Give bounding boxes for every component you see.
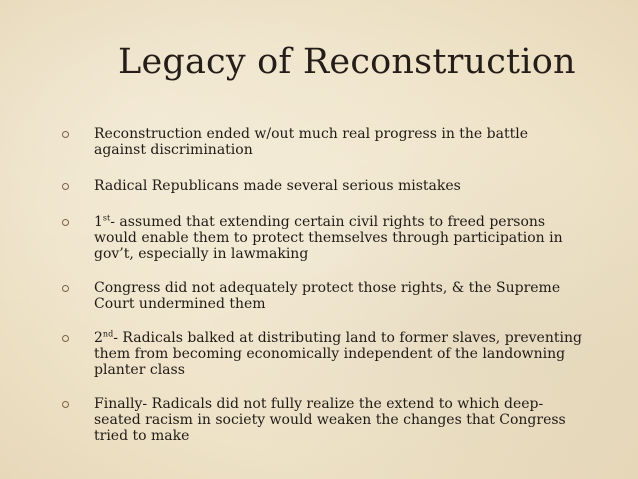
bullet-superscript-2: nd bbox=[102, 329, 114, 339]
bullet-item-4 bbox=[62, 280, 582, 312]
bullet-item-2 bbox=[62, 178, 582, 194]
bullet-circle-icon bbox=[62, 183, 69, 190]
bullet-list bbox=[62, 126, 582, 444]
bullet-circle-icon bbox=[62, 335, 69, 342]
bullet-circle-icon bbox=[62, 401, 69, 408]
bullet-item-6 bbox=[62, 396, 582, 444]
bullet-circle-icon bbox=[62, 219, 69, 226]
bullet-text-4: Congress did not adequately protect those rights, & the Supreme Court undermined them bbox=[94, 280, 561, 312]
bullet-text-5 bbox=[94, 330, 582, 378]
bullet-text-6: Finally- Radicals did not fully realize the extend to which deep-seated racism in society would weaken the changes that Congress tried to make bbox=[94, 396, 566, 444]
bullet-prefix-1: 1 bbox=[94, 214, 103, 230]
bullet-item-5 bbox=[62, 330, 582, 378]
bullet-text-3 bbox=[94, 214, 582, 262]
bullet-text-2: Radical Republicans made several serious mistakes bbox=[94, 178, 461, 194]
bullet-circle-icon bbox=[62, 285, 69, 292]
bullet-superscript-1: st bbox=[102, 213, 111, 223]
bullet-circle-icon bbox=[62, 131, 69, 138]
bullet-body-3: - assumed that extending certain civil rights to freed persons would enable them to protect themselves through participation in gov’t, especially in lawmaking bbox=[94, 214, 563, 262]
bullet-body-5: - Radicals balked at distributing land to former slaves, preventing them from becoming economically independent of the landowning planter class bbox=[94, 330, 582, 378]
bullet-text-1: Reconstruction ended w/out much real progress in the battle against discrimination bbox=[94, 126, 528, 158]
bullet-item-3 bbox=[62, 214, 582, 262]
bullet-prefix-2: 2 bbox=[94, 330, 103, 346]
bullet-item-1 bbox=[62, 126, 582, 158]
slide-title: Legacy of Reconstruction bbox=[118, 42, 576, 82]
